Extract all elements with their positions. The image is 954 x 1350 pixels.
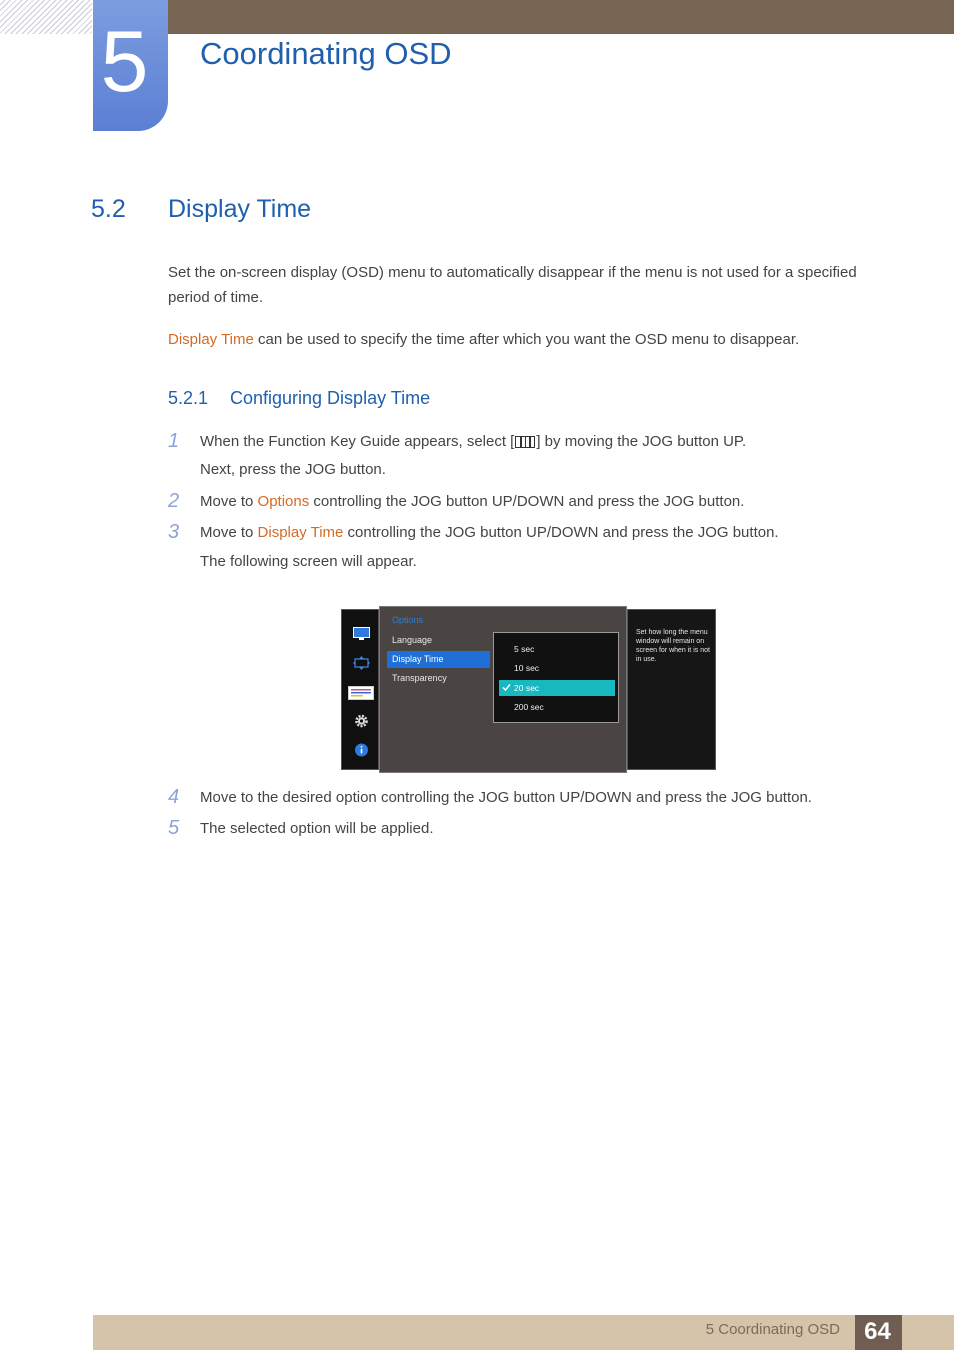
- resize-icon: [353, 656, 370, 670]
- subsection-title: Configuring Display Time: [230, 388, 431, 408]
- footer-chapter-label: 5 Coordinating OSD: [705, 1321, 840, 1338]
- step-3-line2: The following screen will appear.: [200, 553, 417, 570]
- page-number: 64: [864, 1318, 891, 1345]
- header-bar: [168, 0, 954, 34]
- osd-screen: [341, 606, 716, 773]
- step-5-text: The selected option will be applied.: [200, 820, 434, 837]
- highlight-options: Options: [257, 493, 310, 510]
- osd-option-200-sec[interactable]: 200 sec: [514, 702, 544, 712]
- step-3-text: [200, 522, 779, 544]
- step-number-4: 4: [168, 786, 180, 808]
- step-4-text: Move to the desired option controlling the JOG button UP/DOWN and press the JOG button.: [200, 789, 812, 806]
- step-1-post: ] by moving the JOG button UP.: [536, 433, 747, 450]
- section-number: 5.2: [91, 195, 126, 223]
- step-number-3: 3: [168, 521, 180, 543]
- intro-paragraph-2: [168, 327, 888, 352]
- osd-main-panel: [379, 606, 627, 773]
- osd-header: Options: [392, 615, 424, 625]
- step-2-post: controlling the JOG button UP/DOWN and press the JOG button.: [309, 493, 745, 510]
- chapter-title: Coordinating OSD: [200, 36, 452, 71]
- intro-paragraph: Set the on-screen display (OSD) menu to automatically disappear if the menu is not used for a specified period of time.: [168, 264, 857, 306]
- osd-help-panel: [627, 609, 716, 770]
- highlight-display-time: Display Time: [168, 331, 254, 348]
- check-icon: [502, 683, 511, 692]
- step-number-2: 2: [168, 490, 180, 512]
- highlight-display-time-step: Display Time: [257, 524, 344, 541]
- osd-help-text: Set how long the menu window will remain on screen for when it is not in use.: [636, 629, 710, 663]
- subsection-number: 5.2.1: [168, 388, 209, 408]
- header-hatch-pattern: [0, 0, 92, 34]
- gear-icon: [353, 714, 370, 728]
- monitor-icon: [353, 627, 370, 641]
- osd-menu-display-time[interactable]: Display Time: [392, 654, 444, 664]
- step-2-pre: Move to: [200, 493, 258, 510]
- osd-options-panel: [493, 632, 619, 723]
- step-3-post: controlling the JOG button UP/DOWN and press the JOG button.: [343, 524, 779, 541]
- intro-paragraph-2-text: can be used to specify the time after which you want the OSD menu to disappear.: [253, 331, 800, 348]
- info-icon: [353, 743, 370, 757]
- osd-option-5-sec[interactable]: 5 sec: [514, 644, 535, 654]
- step-1-line2: Next, press the JOG button.: [200, 461, 386, 478]
- section-title: Display Time: [168, 195, 312, 223]
- step-number-1: 1: [168, 430, 180, 452]
- step-1-pre: When the Function Key Guide appears, select [: [200, 433, 515, 450]
- step-1-text: [200, 431, 746, 453]
- menu-icon: [515, 436, 535, 448]
- step-number-5: 5: [168, 817, 180, 839]
- step-2-text: [200, 491, 744, 513]
- osd-icon-bar: [341, 609, 379, 770]
- osd-option-10-sec[interactable]: 10 sec: [514, 663, 540, 673]
- osd-menu-language[interactable]: Language: [392, 635, 433, 645]
- osd-menu-transparency[interactable]: Transparency: [392, 673, 447, 683]
- step-3-pre: Move to: [200, 524, 258, 541]
- picture-icon: [348, 686, 374, 700]
- osd-option-20-sec[interactable]: 20 sec: [514, 683, 540, 693]
- chapter-number: 5: [100, 14, 149, 110]
